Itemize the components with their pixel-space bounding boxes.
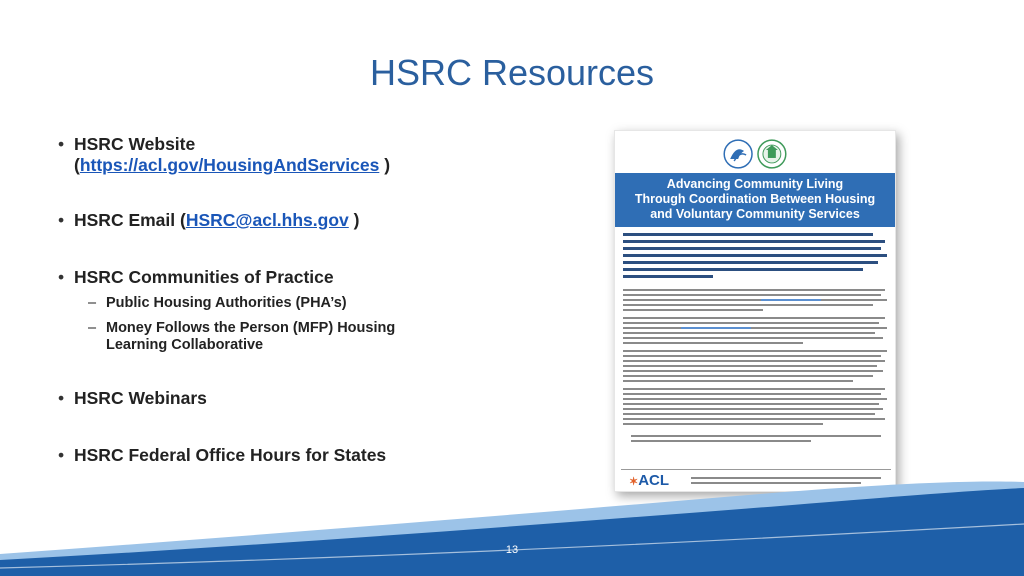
bullet-dot: • [58,445,65,465]
bullet-dot: • [58,388,65,408]
agency-logos [615,137,895,171]
hhs-seal-icon [724,140,752,168]
slide-title: HSRC Resources [369,52,655,93]
document-footer-rule [621,469,891,470]
sub-bullet-mfp: – Money Follows the Person (MFP) Housing Learning Collaborative [88,320,396,353]
bullet-communities [58,267,334,288]
document-banner: Advancing Community Living Through Coordination Between Housing and Voluntary Community Services [615,173,895,227]
bullet-dot: • [58,210,65,230]
bullet-office-hours: • HSRC Federal Office Hours for States [58,445,387,465]
bottom-waves [0,476,1024,576]
email-label: HSRC Email ( [74,210,186,230]
hud-seal-icon [758,140,786,168]
bullet-email: • HSRC Email (HSRC@acl.hhs.gov ) [58,210,360,230]
website-label: HSRC Website [74,134,196,154]
bullet-website: • HSRC Website (https://acl.gov/HousingAndServices ) [58,134,391,175]
bullet-webinars: • HSRC Webinars [58,388,207,408]
communities-label: HSRC Communities of Practice [74,267,334,287]
acl-logo: ✶ACL [629,472,670,489]
sub-bullet-pha: – Public Housing Authorities (PHA’s) [88,295,347,311]
document-body-text [621,289,891,479]
acl-star-icon: ✶ [629,476,639,488]
email-link[interactable]: HSRC@acl.hhs.gov [185,210,349,230]
page-number: 13 [505,544,519,556]
website-link[interactable]: https://acl.gov/HousingAndServices [79,155,380,175]
bullet-dot: • [58,134,65,154]
document-thumbnail [614,130,896,492]
bullet-dot: • [58,267,65,287]
document-intro-text [621,231,891,283]
